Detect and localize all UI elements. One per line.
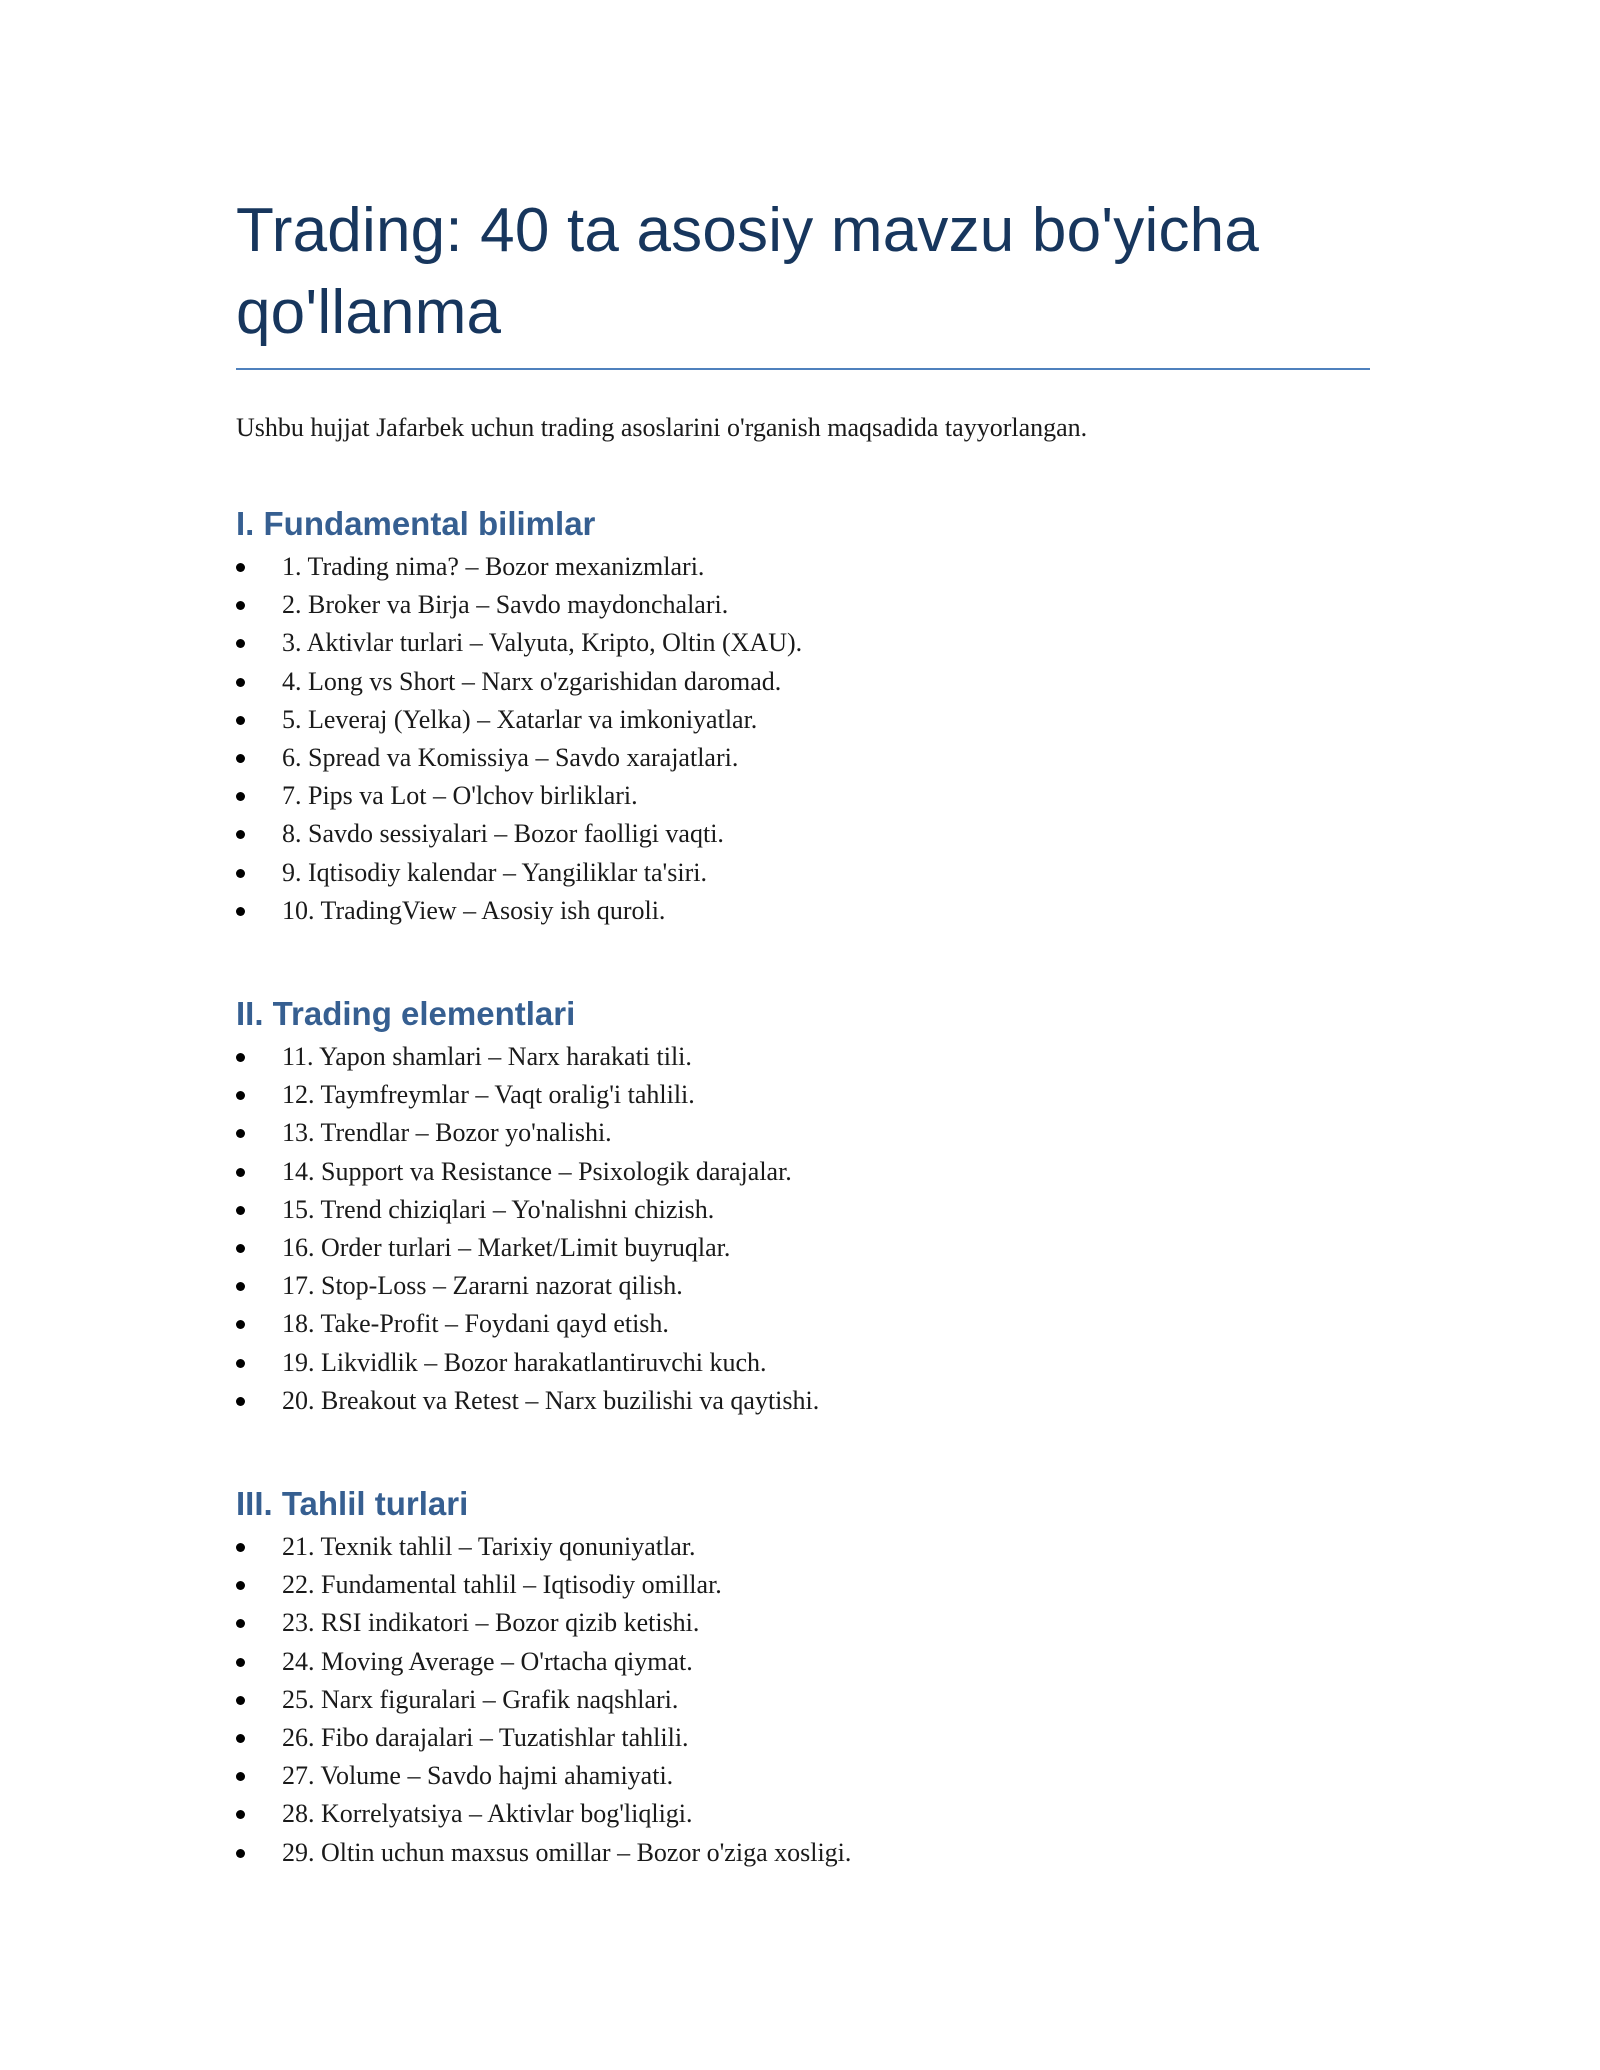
list-item [236, 1604, 1370, 1642]
list-item [236, 1382, 1370, 1420]
topic-list [236, 548, 1370, 930]
list-item [236, 1305, 1370, 1343]
list-item-text: 23. RSI indikatori – Bozor qizib ketishi. [282, 1608, 700, 1638]
list-item-text: 7. Pips va Lot – O'lchov birliklari. [282, 781, 638, 811]
bullet-icon [236, 1129, 245, 1138]
list-item [236, 1267, 1370, 1305]
bullet-icon [236, 1543, 245, 1552]
list-item [236, 739, 1370, 777]
list-item-text: 24. Moving Average – O'rtacha qiymat. [282, 1646, 693, 1676]
list-item [236, 1229, 1370, 1267]
list-item-text: 18. Take-Profit – Foydani qayd etish. [282, 1309, 669, 1339]
list-item-text: 6. Spread va Komissiya – Savdo xarajatlari. [282, 743, 739, 773]
list-item-text: 21. Texnik tahlil – Tarixiy qonuniyatlar. [282, 1532, 696, 1562]
bullet-icon [236, 678, 245, 687]
list-item [236, 777, 1370, 815]
section-fundamental [236, 504, 1370, 930]
list-item-text: 13. Trendlar – Bozor yo'nalishi. [282, 1118, 612, 1148]
list-item-text: 2. Broker va Birja – Savdo maydonchalari. [282, 590, 729, 620]
list-item [236, 548, 1370, 586]
topic-list [236, 1038, 1370, 1420]
bullet-icon [236, 754, 245, 763]
section-analysis-types [236, 1484, 1370, 1872]
bullet-icon [236, 601, 245, 610]
bullet-icon [236, 716, 245, 725]
bullet-icon [236, 1734, 245, 1743]
list-item [236, 1153, 1370, 1191]
bullet-icon [236, 1168, 245, 1177]
bullet-icon [236, 1053, 245, 1062]
bullet-icon [236, 1581, 245, 1590]
list-item-text: 27. Volume – Savdo hajmi ahamiyati. [282, 1761, 674, 1791]
bullet-icon [236, 1320, 245, 1329]
bullet-icon [236, 639, 245, 648]
title-divider [236, 368, 1370, 370]
bullet-icon [236, 1772, 245, 1781]
list-item [236, 1757, 1370, 1795]
list-item-text: 4. Long vs Short – Narx o'zgarishidan daromad. [282, 666, 782, 696]
bullet-icon [236, 1282, 245, 1291]
bullet-icon [236, 869, 245, 878]
bullet-icon [236, 1091, 245, 1100]
section-heading: II. Trading elementlari [236, 995, 576, 1033]
list-item [236, 854, 1370, 892]
list-item [236, 1528, 1370, 1566]
bullet-icon [236, 1810, 245, 1819]
section-heading: I. Fundamental bilimlar [236, 505, 596, 542]
bullet-icon [236, 1696, 245, 1705]
list-item-text: 15. Trend chiziqlari – Yo'nalishni chizish. [282, 1194, 715, 1224]
list-item [236, 1643, 1370, 1681]
list-item [236, 624, 1370, 662]
list-item [236, 586, 1370, 624]
list-item-text: 8. Savdo sessiyalari – Bozor faolligi vaqti. [282, 819, 724, 849]
list-item [236, 1344, 1370, 1382]
list-item-text: 11. Yapon shamlari – Narx harakati tili. [282, 1042, 692, 1072]
bullet-icon [236, 830, 245, 839]
list-item [236, 1681, 1370, 1719]
list-item-text: 25. Narx figuralari – Grafik naqshlari. [282, 1684, 679, 1714]
list-item [236, 1191, 1370, 1229]
list-item-text: 1. Trading nima? – Bozor mexanizmlari. [282, 552, 705, 581]
bullet-icon [236, 1244, 245, 1253]
bullet-icon [236, 792, 245, 801]
topic-list [236, 1528, 1370, 1872]
section-trading-elements [236, 994, 1370, 1420]
list-item [236, 1719, 1370, 1757]
list-item-text: 26. Fibo darajalari – Tuzatishlar tahlili. [282, 1723, 689, 1753]
list-item-text: 29. Oltin uchun maxsus omillar – Bozor o'ziga xosligi. [282, 1837, 852, 1867]
list-item [236, 1795, 1370, 1833]
list-item-text: 9. Iqtisodiy kalendar – Yangiliklar ta'siri. [282, 857, 707, 887]
list-item-text: 14. Support va Resistance – Psixologik darajalar. [282, 1156, 792, 1186]
bullet-icon [236, 1619, 245, 1628]
list-item-text: 12. Taymfreymlar – Vaqt oralig'i tahlili. [282, 1080, 695, 1110]
list-item [236, 1076, 1370, 1114]
list-item-text: 20. Breakout va Retest – Narx buzilishi va qaytishi. [282, 1385, 820, 1415]
list-item-text: 19. Likvidlik – Bozor harakatlantiruvchi kuch. [282, 1347, 767, 1377]
list-item [236, 1566, 1370, 1604]
list-item [236, 1038, 1370, 1076]
list-item-text: 22. Fundamental tahlil – Iqtisodiy omillar. [282, 1570, 722, 1600]
section-heading: III. Tahlil turlari [236, 1485, 469, 1523]
list-item-text: 28. Korrelyatsiya – Aktivlar bog'liqligi. [282, 1799, 693, 1829]
bullet-icon [236, 1658, 245, 1667]
list-item [236, 1114, 1370, 1152]
document-page [236, 190, 1370, 1872]
list-item [236, 701, 1370, 739]
bullet-icon [236, 1206, 245, 1215]
list-item-text: 16. Order turlari – Market/Limit buyruqlar. [282, 1233, 731, 1263]
list-item [236, 1834, 1370, 1872]
bullet-icon [236, 1397, 245, 1406]
intro-paragraph: Ushbu hujjat Jafarbek uchun trading asoslarini o'rganish maqsadida tayyorlangan. [236, 413, 1088, 442]
list-item [236, 815, 1370, 853]
bullet-icon [236, 1849, 245, 1858]
bullet-icon [236, 907, 245, 916]
document-title: Trading: 40 ta asosiy mavzu bo'yicha qo'llanma [236, 196, 1260, 347]
bullet-icon [236, 1359, 245, 1368]
list-item [236, 663, 1370, 701]
list-item-text: 10. TradingView – Asosiy ish quroli. [282, 895, 666, 925]
list-item [236, 892, 1370, 930]
list-item-text: 5. Leveraj (Yelka) – Xatarlar va imkoniyatlar. [282, 704, 758, 734]
list-item-text: 3. Aktivlar turlari – Valyuta, Kripto, Oltin (XAU). [282, 628, 803, 658]
list-item-text: 17. Stop-Loss – Zararni nazorat qilish. [282, 1271, 683, 1301]
bullet-icon [236, 563, 245, 572]
